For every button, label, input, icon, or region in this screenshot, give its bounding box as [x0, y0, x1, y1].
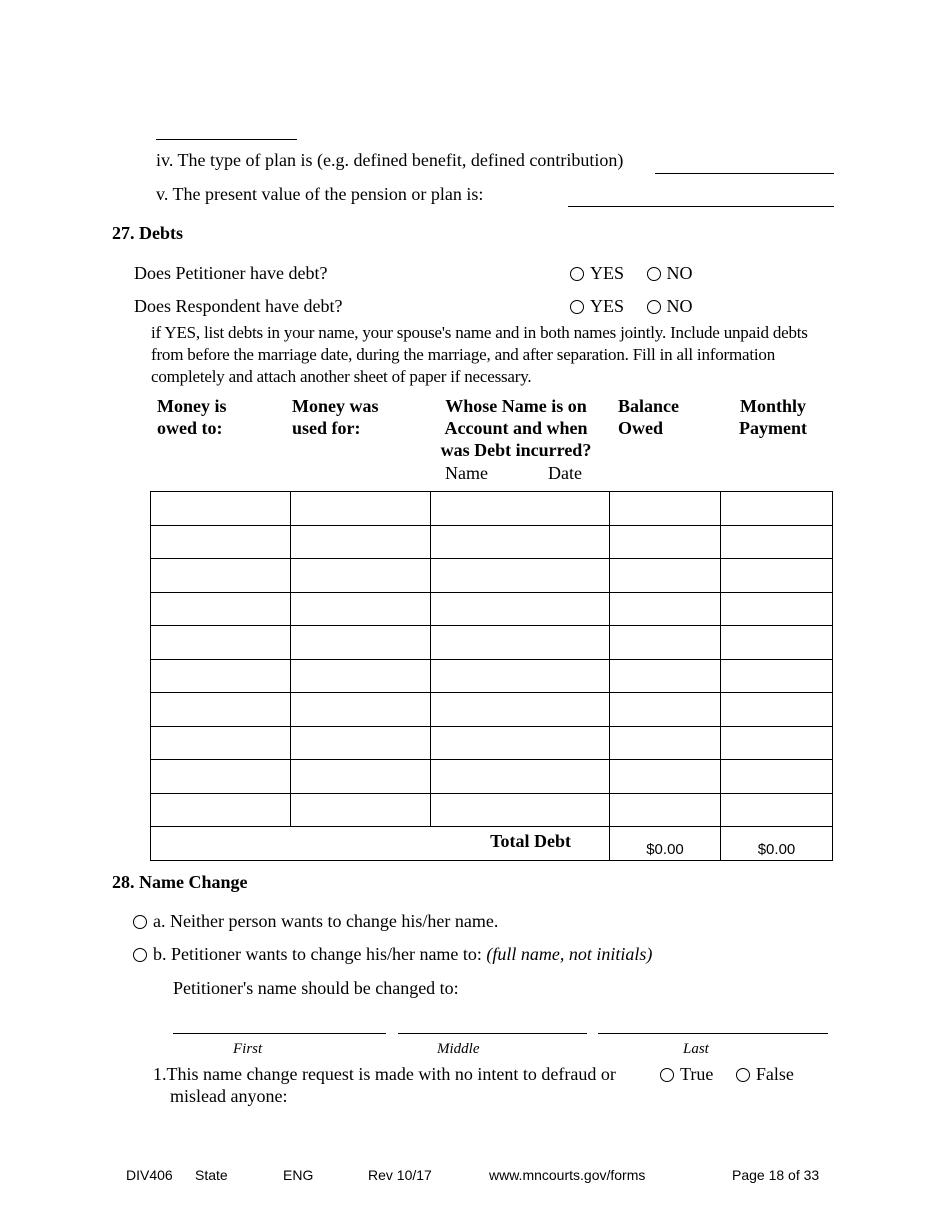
total-monthly-value: $0.00	[721, 827, 833, 861]
name-changed-to-label: Petitioner's name should be changed to:	[173, 978, 459, 998]
debt-cell[interactable]	[151, 626, 291, 660]
debt-cell[interactable]	[610, 693, 721, 727]
petitioner-debt-question: Does Petitioner have debt?	[134, 263, 328, 283]
debt-cell[interactable]	[431, 526, 610, 559]
debt-cell[interactable]	[610, 492, 721, 526]
total-debt-label: Total Debt	[151, 827, 610, 861]
debt-cell[interactable]	[291, 794, 431, 827]
debt-cell[interactable]	[721, 760, 833, 794]
intent-question: 1.This name change request is made with no intent to defraud or mislead anyone:	[153, 1064, 616, 1106]
debt-cell[interactable]	[151, 760, 291, 794]
radio-icon	[570, 267, 584, 281]
table-row	[151, 760, 833, 794]
debt-cell[interactable]	[151, 794, 291, 827]
debt-cell[interactable]	[721, 693, 833, 727]
debts-table	[150, 491, 833, 861]
prior-field-line[interactable]	[156, 139, 297, 140]
radio-icon	[133, 948, 147, 962]
debt-cell[interactable]	[721, 794, 833, 827]
table-row	[151, 693, 833, 727]
debts-instructions: if YES, list debts in your name, your spouse's name and in both names jointly. Include unpaid debts from before the marriage date, during the marriage, and after separation. Fill in all information completely and attach another sheet of paper if necessary.	[151, 323, 808, 386]
total-row	[151, 827, 833, 861]
pension-type-input[interactable]	[655, 173, 834, 174]
intent-false[interactable]: False	[736, 1063, 794, 1085]
debt-cell[interactable]	[431, 492, 610, 526]
last-name-input[interactable]	[598, 1033, 828, 1034]
debt-cell[interactable]	[291, 626, 431, 660]
debt-cell[interactable]	[721, 727, 833, 760]
footer-form-id: DIV406	[126, 1167, 173, 1183]
debt-cell[interactable]	[291, 727, 431, 760]
debt-cell[interactable]	[721, 593, 833, 626]
debt-cell[interactable]	[151, 693, 291, 727]
pension-value-label: v. The present value of the pension or plan is:	[156, 184, 484, 204]
col-sub-name: Name	[445, 463, 488, 483]
debt-cell[interactable]	[610, 660, 721, 693]
first-name-input[interactable]	[173, 1033, 386, 1034]
table-row	[151, 727, 833, 760]
petitioner-debt-no[interactable]: NO	[647, 262, 693, 284]
footer-lang: ENG	[283, 1167, 314, 1183]
debt-cell[interactable]	[431, 559, 610, 593]
debt-cell[interactable]	[610, 794, 721, 827]
debt-cell[interactable]	[610, 526, 721, 559]
debt-cell[interactable]	[721, 559, 833, 593]
debt-cell[interactable]	[151, 526, 291, 559]
debt-cell[interactable]	[610, 760, 721, 794]
name-change-option-b[interactable]: b. Petitioner wants to change his/her name to: (full name, not initials)	[133, 943, 652, 965]
intent-true[interactable]: True	[660, 1063, 713, 1085]
debt-cell[interactable]	[610, 727, 721, 760]
intent-options	[660, 1063, 794, 1085]
radio-icon	[660, 1068, 674, 1082]
radio-icon	[570, 300, 584, 314]
debt-cell[interactable]	[610, 626, 721, 660]
respondent-debt-options	[570, 295, 693, 317]
pension-type-label: iv. The type of plan is (e.g. defined benefit, defined contribution)	[156, 150, 624, 170]
debt-cell[interactable]	[721, 626, 833, 660]
name-change-heading: 28. Name Change	[112, 872, 248, 892]
debt-cell[interactable]	[291, 760, 431, 794]
table-row	[151, 593, 833, 626]
name-change-option-a[interactable]: a. Neither person wants to change his/her name.	[133, 910, 498, 932]
debt-cell[interactable]	[610, 593, 721, 626]
footer-rev: Rev 10/17	[368, 1167, 432, 1183]
total-balance-value: $0.00	[610, 827, 721, 861]
table-row	[151, 559, 833, 593]
debt-cell[interactable]	[721, 526, 833, 559]
debt-cell[interactable]	[291, 559, 431, 593]
debt-cell[interactable]	[610, 559, 721, 593]
table-row	[151, 626, 833, 660]
debt-cell[interactable]	[291, 593, 431, 626]
debt-cell[interactable]	[291, 492, 431, 526]
col-whose-name: Whose Name is on Account and when was Debt incurred?	[440, 396, 592, 460]
debt-cell[interactable]	[431, 593, 610, 626]
col-monthly: Monthly Payment	[739, 396, 807, 438]
debt-cell[interactable]	[151, 559, 291, 593]
middle-name-input[interactable]	[398, 1033, 587, 1034]
radio-icon	[133, 915, 147, 929]
col-used-for: Money was used for:	[292, 396, 379, 438]
debt-cell[interactable]	[431, 794, 610, 827]
radio-icon	[647, 300, 661, 314]
middle-caption: Middle	[437, 1041, 480, 1057]
radio-icon	[647, 267, 661, 281]
debt-cell[interactable]	[431, 626, 610, 660]
pension-value-input[interactable]	[568, 206, 834, 207]
table-row	[151, 660, 833, 693]
petitioner-debt-yes[interactable]: YES	[570, 262, 624, 284]
debt-cell[interactable]	[291, 526, 431, 559]
respondent-debt-yes[interactable]: YES	[570, 295, 624, 317]
footer-url[interactable]: www.mncourts.gov/forms	[489, 1167, 646, 1183]
col-sub-date: Date	[548, 463, 582, 483]
petitioner-debt-options	[570, 262, 693, 284]
debt-cell[interactable]	[151, 727, 291, 760]
debts-heading: 27. Debts	[112, 223, 183, 243]
debt-cell[interactable]	[721, 660, 833, 693]
debt-cell[interactable]	[431, 727, 610, 760]
last-caption: Last	[683, 1041, 709, 1057]
respondent-debt-no[interactable]: NO	[647, 295, 693, 317]
table-row	[151, 492, 833, 526]
debt-cell[interactable]	[431, 660, 610, 693]
col-balance: Balance Owed	[618, 396, 679, 438]
debt-cell[interactable]	[151, 660, 291, 693]
radio-icon	[736, 1068, 750, 1082]
debt-cell[interactable]	[431, 693, 610, 727]
table-row	[151, 794, 833, 827]
debt-cell[interactable]	[291, 693, 431, 727]
respondent-debt-question: Does Respondent have debt?	[134, 296, 343, 316]
footer-state: State	[195, 1167, 228, 1183]
option-b-note: (full name, not initials)	[486, 944, 653, 964]
debt-cell[interactable]	[151, 492, 291, 526]
first-caption: First	[233, 1041, 263, 1057]
debt-cell[interactable]	[151, 593, 291, 626]
table-row	[151, 526, 833, 559]
debt-cell[interactable]	[291, 660, 431, 693]
footer-page: Page 18 of 33	[732, 1167, 820, 1183]
debt-cell[interactable]	[721, 492, 833, 526]
col-owed-to: Money is owed to:	[157, 396, 227, 438]
debt-cell[interactable]	[431, 760, 610, 794]
